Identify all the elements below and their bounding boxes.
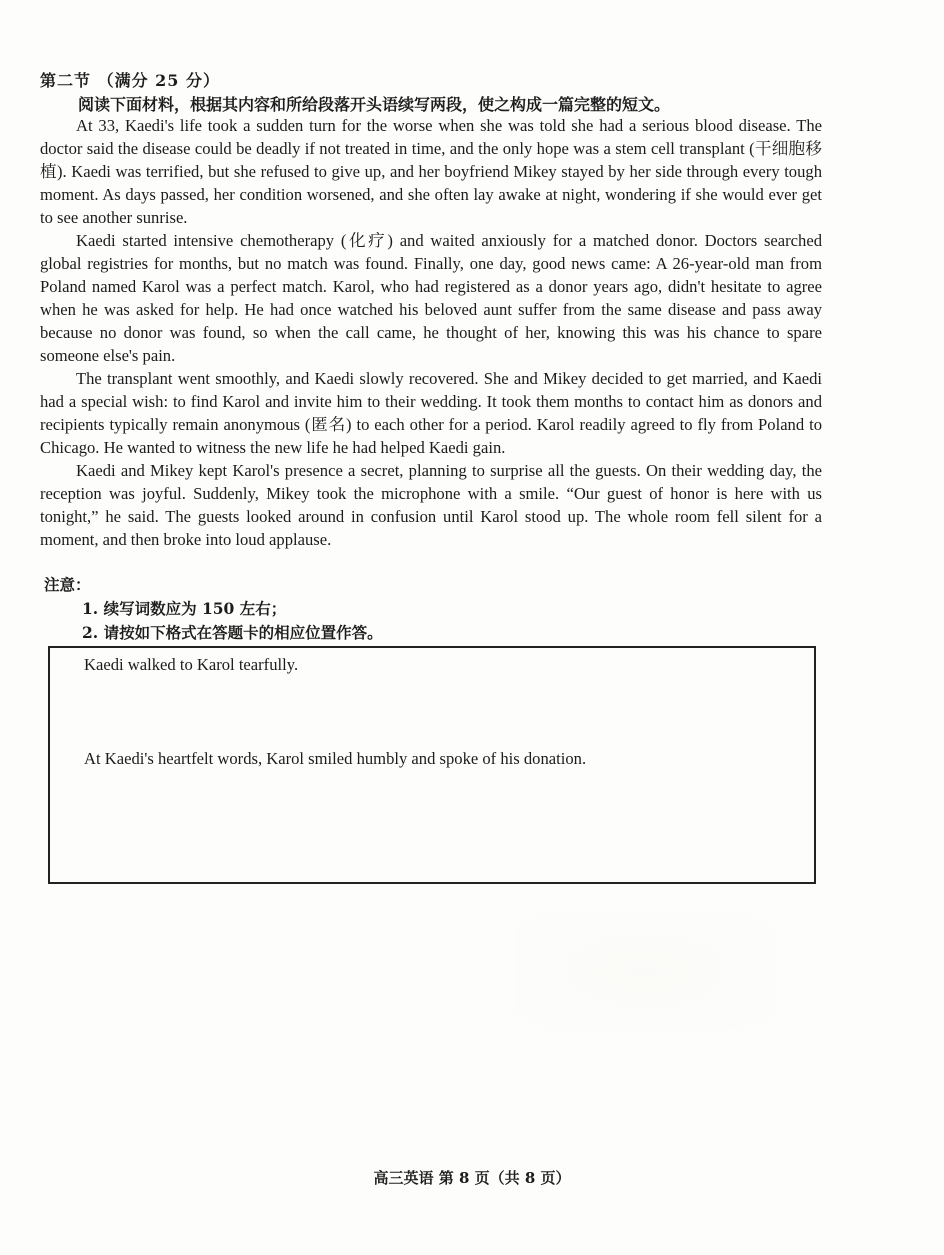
- note-item-2: 2. 请按如下格式在答题卡的相应位置作答。: [82, 623, 383, 642]
- scan-smudge: [515, 910, 775, 1030]
- note-item-1: 1. 续写词数应为 150 左右；: [82, 599, 287, 618]
- paragraph-starter-1: Kaedi walked to Karol tearfully.: [84, 655, 299, 674]
- paragraph-starter-2: At Kaedi's heartfelt words, Karol smiled humbly and spoke of his donation.: [84, 749, 587, 768]
- notes-label: 注意：: [44, 575, 91, 594]
- passage-paragraph-3: The transplant went smoothly, and Kaedi slowly recovered. She and Mikey decided to get married, and Kaedi had a special wish: to find Karol and invite him to their wedding. It took them months to contact him as donors and recipients typically remain anonymous (匿名) to each other for a period. Karol readily agreed to fly from Poland to Chicago. He wanted to witness the new life he had helped Kaedi gain.: [40, 369, 822, 457]
- passage-paragraph-2: Kaedi started intensive chemotherapy (化疗) and waited anxiously for a matched donor. Doctors searched global registries for months, but no match was found. Finally, one day, good news came: A 26-year-old man from Poland named Karol was a perfect match. Karol, who had registered as a donor years ago, didn't hesitate to agree when he was asked for help. He had once watched his beloved aunt suffer from the same disease and pass away because no donor was found, so when the call came, he thought of her, knowing this was his chance to spare someone else's pain.: [40, 231, 822, 365]
- reading-passage: [40, 114, 822, 551]
- answer-format-box: [48, 646, 816, 884]
- section-instruction: 阅读下面材料，根据其内容和所给段落开头语续写两段，使之构成一篇完整的短文。: [78, 95, 671, 114]
- page-footer: 高三英语 第 8 页（共 8 页）: [373, 1169, 571, 1187]
- passage-paragraph-1: At 33, Kaedi's life took a sudden turn for the worse when she was told she had a serious blood disease. The doctor said the disease could be deadly if not treated in time, and the only hope was a stem cell transplant (干细胞移植). Kaedi was terrified, but she refused to give up, and her boyfriend Mikey stayed by her side through every tough moment. As days passed, her condition worsened, and she often lay awake at night, wondering if she would ever get to see another sunrise.: [40, 116, 822, 227]
- passage-paragraph-4: Kaedi and Mikey kept Karol's presence a secret, planning to surprise all the guests. On their wedding day, the reception was joyful. Suddenly, Mikey took the microphone with a smile. “Our guest of honor is here with us tonight,” he said. The guests looked around in confusion until Karol stood up. The whole room fell silent for a moment, and then broke into loud applause.: [40, 461, 822, 549]
- notes-section: [44, 573, 383, 645]
- section-title: 第二节 （满分 25 分）: [40, 71, 220, 90]
